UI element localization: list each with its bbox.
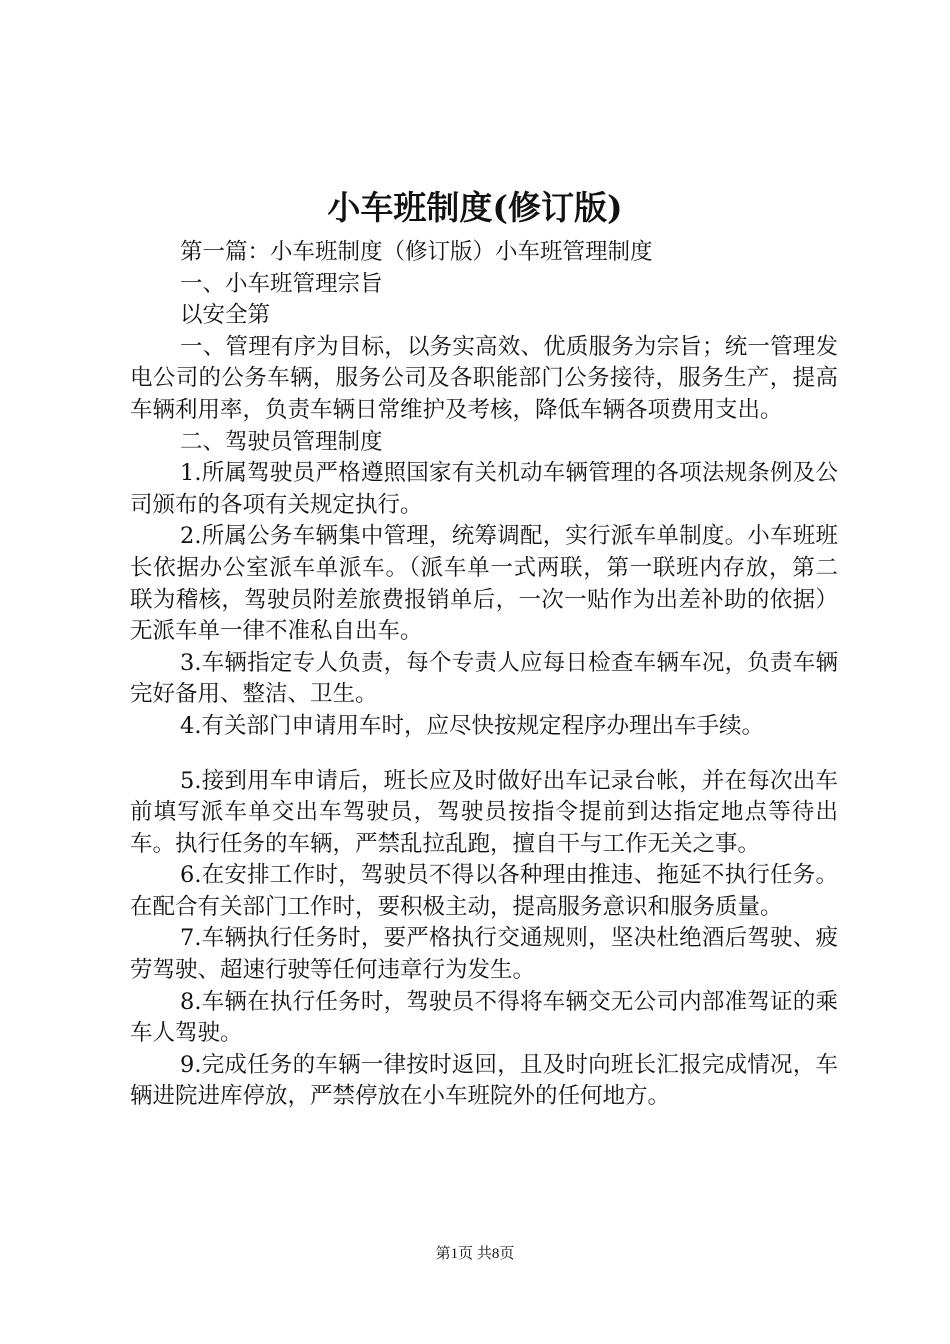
paragraph-gap (130, 743, 838, 766)
paragraph: 9.完成任务的车辆一律按时返回，且及时向班长汇报完成情况，车辆进院进库停放，严禁停放在小车班院外的任何地方。 (130, 1051, 838, 1110)
paragraph: 6.在安排工作时，驾驶员不得以各种理由推违、拖延不执行任务。在配合有关部门工作时，要积极主动，提高服务意识和服务质量。 (130, 862, 838, 920)
paragraph: 3.车辆指定专人负责，每个专责人应每日检查车辆车况，负责车辆完好备用、整洁、卫生。 (130, 649, 838, 708)
paragraph: 7.车辆执行任务时，要严格执行交通规则，坚决杜绝酒后驾驶、疲劳驾驶、超速行驶等任何违章行为发生。 (130, 925, 838, 984)
paragraph: 8.车辆在执行任务时，驾驶员不得将车辆交无公司内部准驾证的乘车人驾驶。 (130, 988, 838, 1047)
paragraph: 以安全第 (180, 302, 271, 329)
paragraph: 5.接到用车申请后，班长应及时做好出车记录台帐，并在每次出车前填写派车单交出车驾驶员，驾驶员按指令提前到达指定地点等待出车。执行任务的车辆，严禁乱拉乱跑，擅自干与工作无关之事。 (130, 767, 838, 857)
paragraph: 4.有关部门申请用车时，应尽快按规定程序办理出车手续。 (180, 712, 764, 739)
paragraph: 第一篇：小车班制度（修订版）小车班管理制度 (180, 239, 653, 265)
document-body (130, 237, 838, 1113)
paragraph: 一、管理有序为目标，以务实高效、优质服务为宗旨；统一管理发电公司的公务车辆，服务公司及各职能部门公务接待，服务生产，提高车辆利用率，负责车辆日常维护及考核，降低车辆各项费用支出。 (130, 333, 838, 423)
paragraph: 一、小车班管理宗旨 (180, 270, 383, 297)
page-footer: 第1页 共8页 (435, 1246, 515, 1262)
document-title: 小车班制度(修订版) (327, 188, 623, 227)
paragraph: 1.所属驾驶员严格遵照国家有关机动车辆管理的各项法规条例及公司颁布的各项有关规定执行。 (130, 460, 838, 518)
paragraph: 二、驾驶员管理制度 (180, 428, 383, 455)
paragraph: 2.所属公务车辆集中管理，统筹调配，实行派车单制度。小车班班长依据办公室派车单派车。（派车单一式两联，第一联班内存放，第二联为稽核，驾驶员附差旅费报销单后，一次一贴作为出差补助的依据）无派车单一律不准私自出车。 (130, 523, 838, 645)
